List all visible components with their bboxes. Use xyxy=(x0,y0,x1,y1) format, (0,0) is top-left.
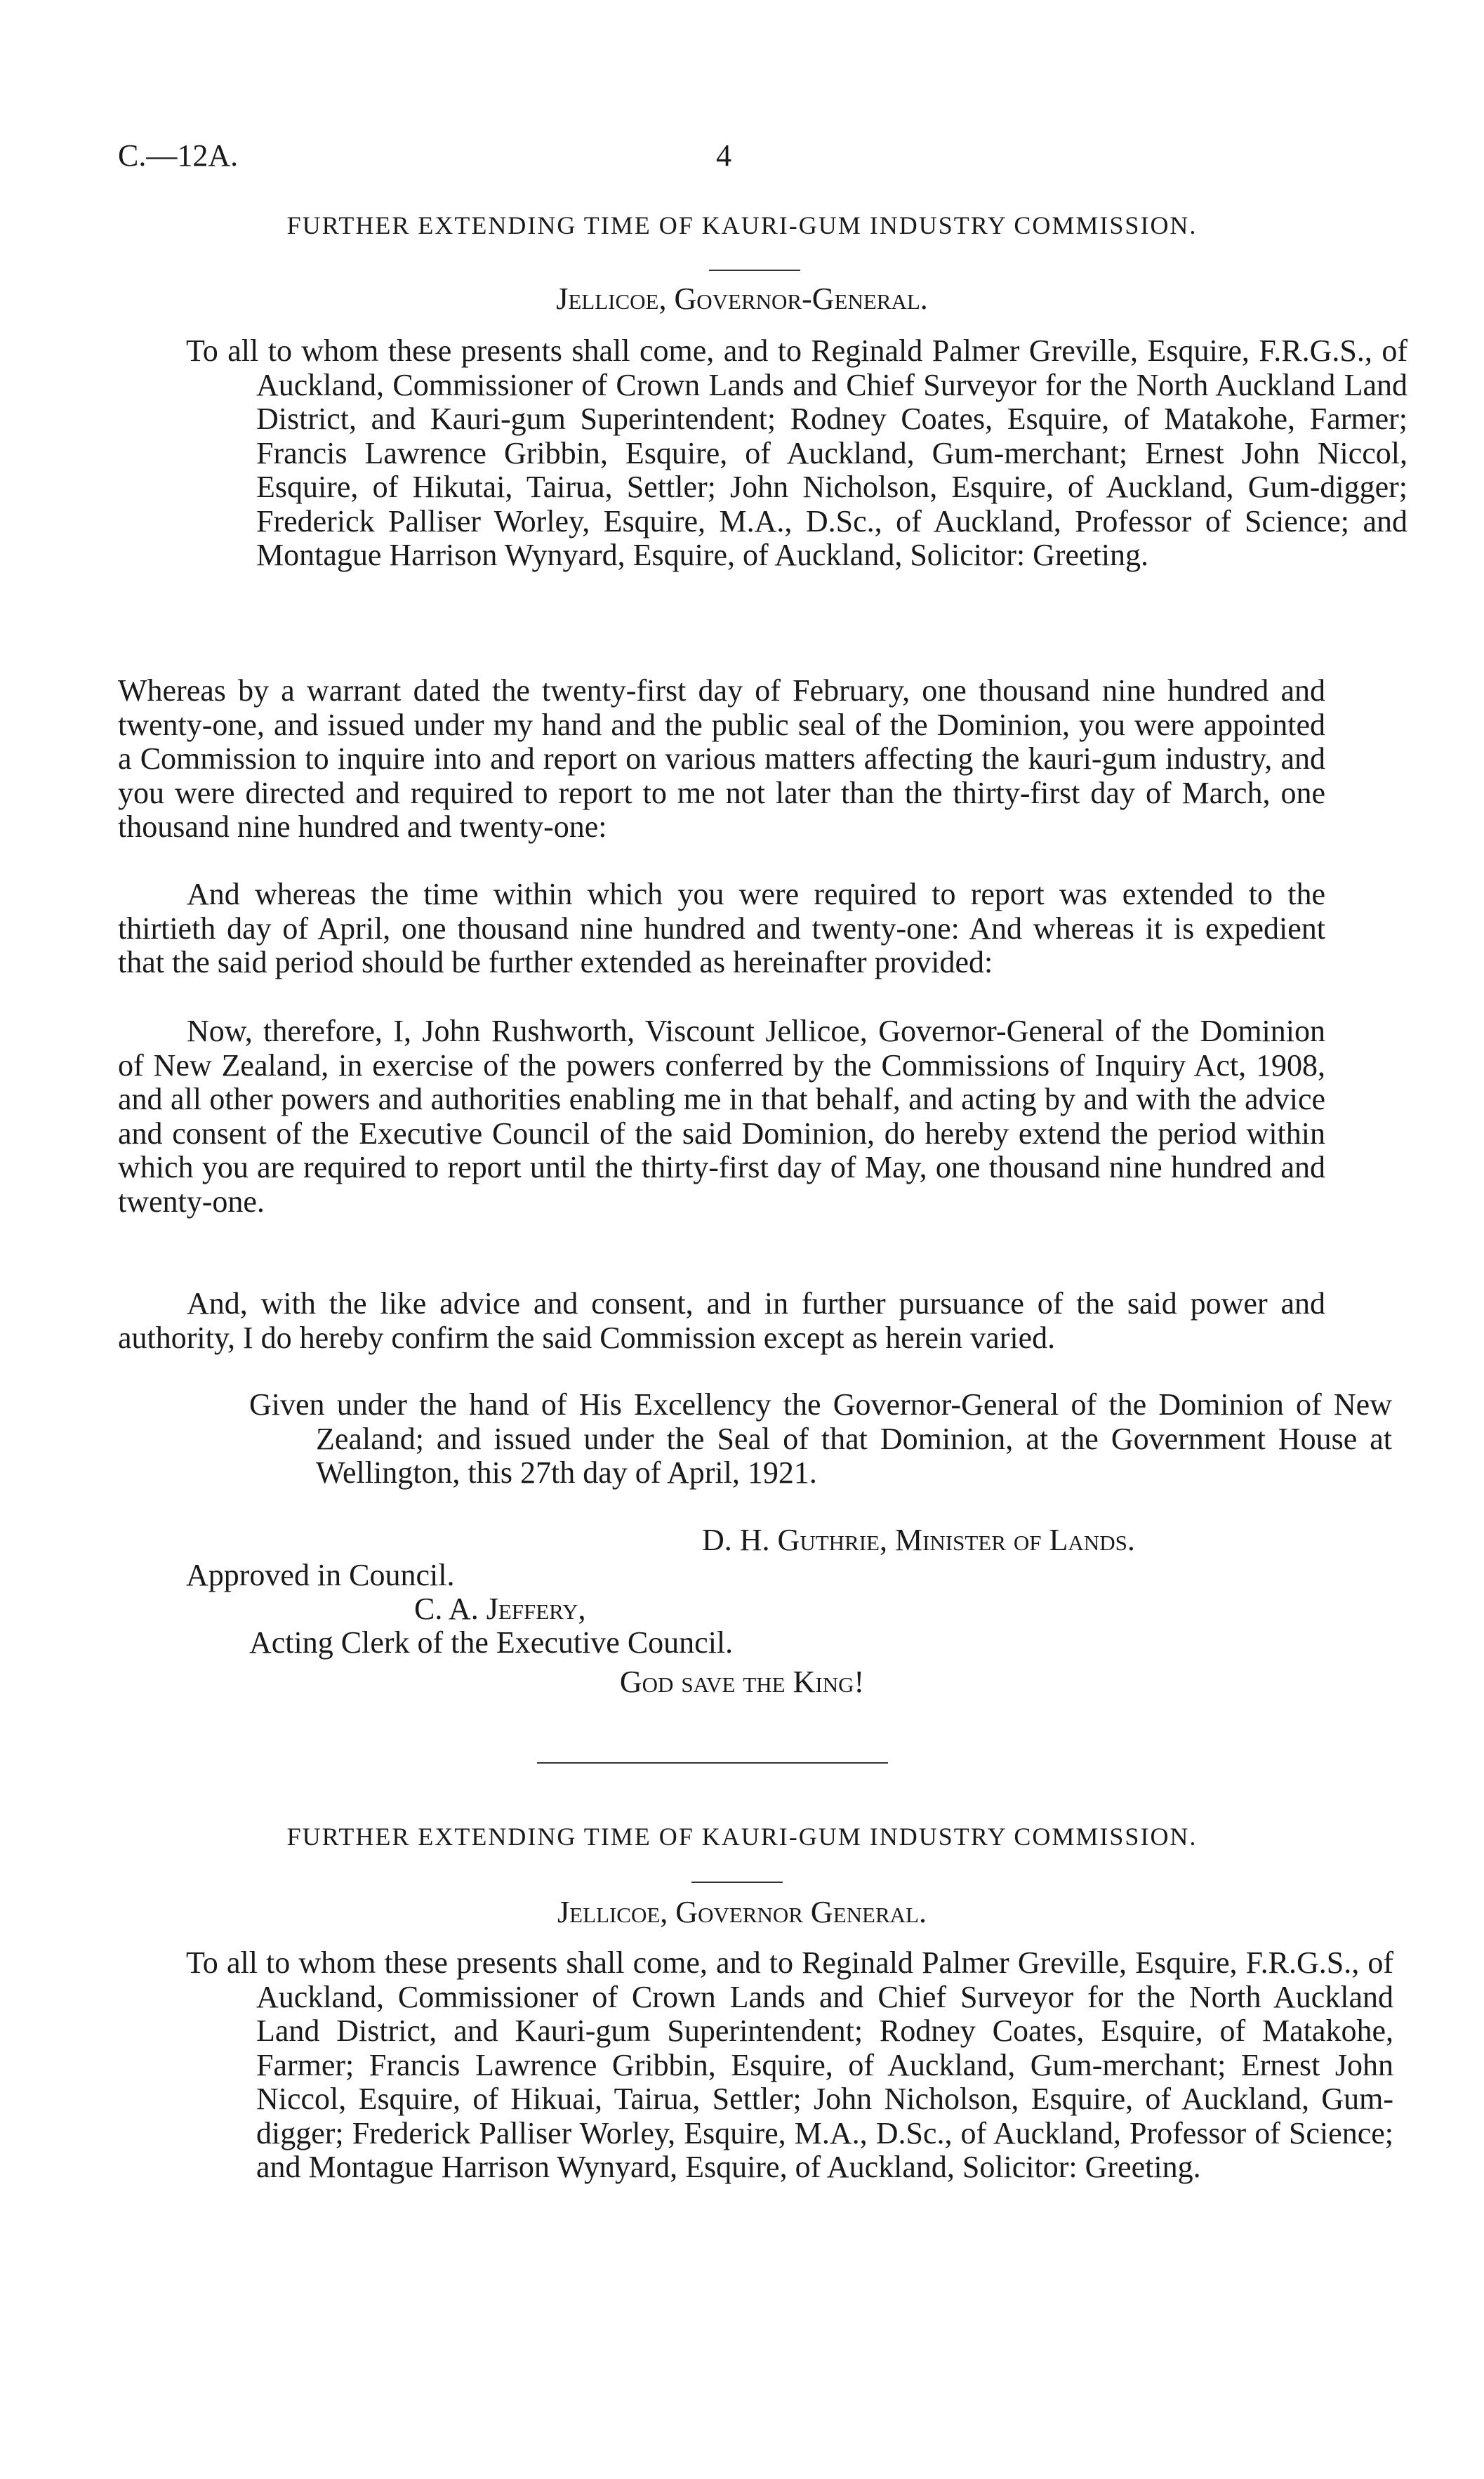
page-number: 4 xyxy=(716,138,731,173)
clerk-title: Acting Clerk of the Executive Council. xyxy=(249,1625,734,1660)
governor-line: Jellicoe, Governor General. xyxy=(557,1895,927,1929)
given-clause: Given under the hand of His Excellency the Governor-General of the Dominion of New Zealand; and issued under the Seal of that Dominion, at the Government House at Wellington, this 27th day of April, 1921. xyxy=(249,1387,1392,1490)
whereas-paragraph: Whereas by a warrant dated the twenty-first day of February, one thousand nine hundred and twenty-one, and issued under my hand and the public seal of the Dominion, you were appointed a Commission to inquire into and report on various matters affecting the kauri-gum industry, and you were directed and required to report to me not later than the thirty-first day of March, one thousand nine hundred and twenty-one: xyxy=(118,673,1325,844)
section-title: FURTHER EXTENDING TIME OF KAURI-GUM INDUSTRY COMMISSION. xyxy=(286,1823,1198,1851)
clerk-name: C. A. Jeffery, xyxy=(414,1592,586,1626)
address-block: To all to whom these presents shall come, and to Reginald Palmer Greville, Esquire, F.R.G.S., of Auckland, Commissioner of Crown Lands and Chief Surveyor for the North Auckland Land District, and Kauri-gum Superintendent; Rodney Coates, Esquire, of Matakohe, Farmer; Francis Lawrence Gribbin, Esquire, of Auckland, Gum-merchant; Ernest John Niccol, Esquire, of Hikutai, Tairua, Settler; John Nicholson, Esquire, of Auckland, Gum-digger; Frederick Palliser Worley, Esquire, M.A., D.Sc., of Auckland, Professor of Science; and Montague Harrison Wynyard, Esquire, of Auckland, Solicitor: Greeting. xyxy=(186,333,1407,572)
governor-line: Jellicoe, Governor-General. xyxy=(556,282,928,316)
confirmation-paragraph: And, with the like advice and consent, and in further pursuance of the said power and authority, I do hereby confirm the said Commission except as herein varied. xyxy=(118,1286,1325,1355)
title-rule xyxy=(709,270,800,271)
section-divider xyxy=(537,1762,888,1764)
address-block: To all to whom these presents shall come, and to Reginald Palmer Greville, Esquire, F.R.G.S., of Auckland, Commissioner of Crown Lands and Chief Surveyor for the North Auckland Land District, and Kauri-gum Superintendent; Rodney Coates, Esquire, of Matakohe, Farmer; Francis Lawrence Gribbin, Esquire, of Auckland, Gum-merchant; Ernest John Niccol, Esquire, of Hikuai, Tairua, Settler; John Nicholson, Esquire, of Auckland, Gum-digger; Frederick Palliser Worley, Esquire, M.A., D.Sc., of Auckland, Professor of Science; and Montague Harrison Wynyard, Esquire, of Auckland, Solicitor: Greeting. xyxy=(186,1945,1393,2184)
closing-line: God save the King! xyxy=(619,1665,865,1699)
now-therefore-paragraph: Now, therefore, I, John Rushworth, Viscount Jellicoe, Governor-General of the Dominion of New Zealand, in exercise of the powers conferred by the Commissions of Inquiry Act, 1908, and all other powers and authorities enabling me in that behalf, and acting by and with the advice and consent of the Executive Council of the said Dominion, do hereby extend the period within which you are required to report until the thirty-first day of May, one thousand nine hundred and twenty-one. xyxy=(118,1014,1325,1219)
title-rule xyxy=(691,1882,783,1883)
section-title: FURTHER EXTENDING TIME OF KAURI-GUM INDUSTRY COMMISSION. xyxy=(286,211,1198,239)
minister-signature: D. H. Guthrie, Minister of Lands. xyxy=(702,1523,1135,1557)
whereas-extension-paragraph: And whereas the time within which you were required to report was extended to the thirtieth day of April, one thousand nine hundred and twenty-one: And whereas it is expedient that the said period should be further extended as hereinafter provided: xyxy=(118,877,1325,979)
page-reference: C.—12A. xyxy=(118,138,239,173)
approved-line: Approved in Council. xyxy=(186,1558,455,1592)
